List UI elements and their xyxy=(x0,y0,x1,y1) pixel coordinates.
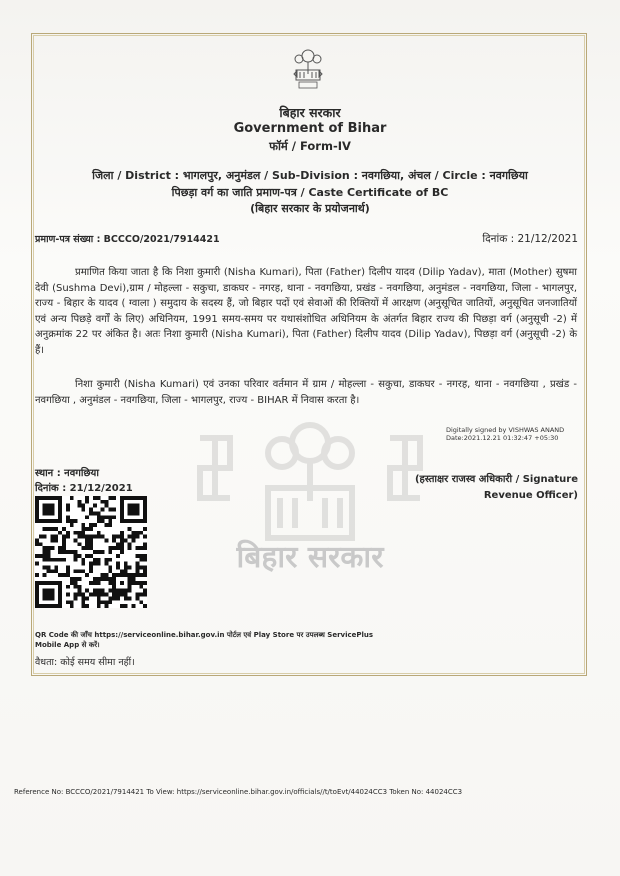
digital-signature xyxy=(446,426,564,442)
validity-note: वैधता: कोई समय सीमा नहीं। xyxy=(35,657,135,668)
watermark-emblem-icon xyxy=(190,418,430,618)
officer-line-2: Revenue Officer) xyxy=(483,490,578,501)
revenue-officer-signature xyxy=(415,472,578,504)
watermark-text: बिहार सरकार xyxy=(236,540,384,575)
district-line: जिला / District : भागलपुर, अनुमंडल / Sub-Division : नवगछिया, अंचल / Circle : नवगछिया xyxy=(92,169,528,182)
qr-verification-note: QR Code की जाँच https://serviceonline.bihar.gov.in पोर्टल एवं Play Store पर उपलब्ध ServicePlus Mobile App से करें। xyxy=(35,631,374,649)
digital-signature-name: Digitally signed by VISHWAS ANAND xyxy=(446,426,565,434)
officer-line-1: (हस्ताक्षर राजस्व अधिकारी / Signature xyxy=(414,474,578,485)
issue-date: दिनांक : 21/12/2021 xyxy=(482,233,578,245)
reference-footer: Reference No: BCCCO/2021/7914421 To View: https://serviceonline.bihar.gov.in/officials//t/toEvt/44024CC3 Token No: 44024CC3 xyxy=(14,788,463,796)
place-date: दिनांक : 21/12/2021 xyxy=(35,483,133,494)
header-title: Government of Bihar xyxy=(233,121,387,136)
qr-code xyxy=(35,496,147,608)
certificate-paragraph-1: प्रमाणित किया जाता है कि निशा कुमारी (Nisha Kumari), पिता (Father) दिलीप यादव (Dilip Yadav), माता (Mother) सुषमा देवी (Sushma Devi),ग्राम / मोहल्ला - सकुचा, डाकघर - नगरह, थाना - नवगछिया, प्रखंड - नवगछिया, अनुमंडल - नवगछिया, जिला - भागलपुर, राज्य - बिहार के यादव ( ग्वाला ) समुदाय के सदस्य हैं, जो बिहार पदों एवं सेवाओं की रिक्तियों में आरक्षण (अनुसूचित जातियों, अनुसूचित जनजातियों एवं अन्य पिछड़े वर्गों के लिए) अधिनियम, 1991 समय-समय पर यथासंशोधित अधिनियम के अंतर्गत बिहार राज्य की पिछड़ा वर्ग (अनुसूची -2) में अनुक्रमांक 22 पर अंकित है। अतः निशा कुमारी (Nisha Kumari), पिता (Father) दिलीप यादव (Dilip Yadav), पिछड़ा वर्ग (अनुसूची -2) के हैं। xyxy=(35,267,577,356)
certificate-title: पिछड़ा वर्ग का जाति प्रमाण-पत्र / Caste Certificate of BC xyxy=(171,186,449,199)
certificate-number: प्रमाण-पत्र संख्या : BCCCO/2021/7914421 xyxy=(35,234,220,245)
bihar-emblem-icon xyxy=(286,44,330,90)
header-hindi-title: बिहार सरकार xyxy=(279,105,341,120)
place: स्थान : नवगछिया xyxy=(35,468,99,479)
form-number: फॉर्म / Form-IV xyxy=(269,139,351,153)
digital-signature-date: Date:2021.12.21 01:32:47 +05:30 xyxy=(446,434,559,442)
certificate-paragraph-2: निशा कुमारी (Nisha Kumari) एवं उनका परिवार वर्तमान में ग्राम / मोहल्ला - सकुचा, डाकघर - नगरह, थाना - नवगछिया , प्रखंड - नवगछिया , अनुमंडल - नवगछिया, जिला - भागलपुर, राज्य - BIHAR में निवास करता है। xyxy=(35,379,577,406)
certificate-purpose: (बिहार सरकार के प्रयोजनार्थ) xyxy=(250,202,370,215)
